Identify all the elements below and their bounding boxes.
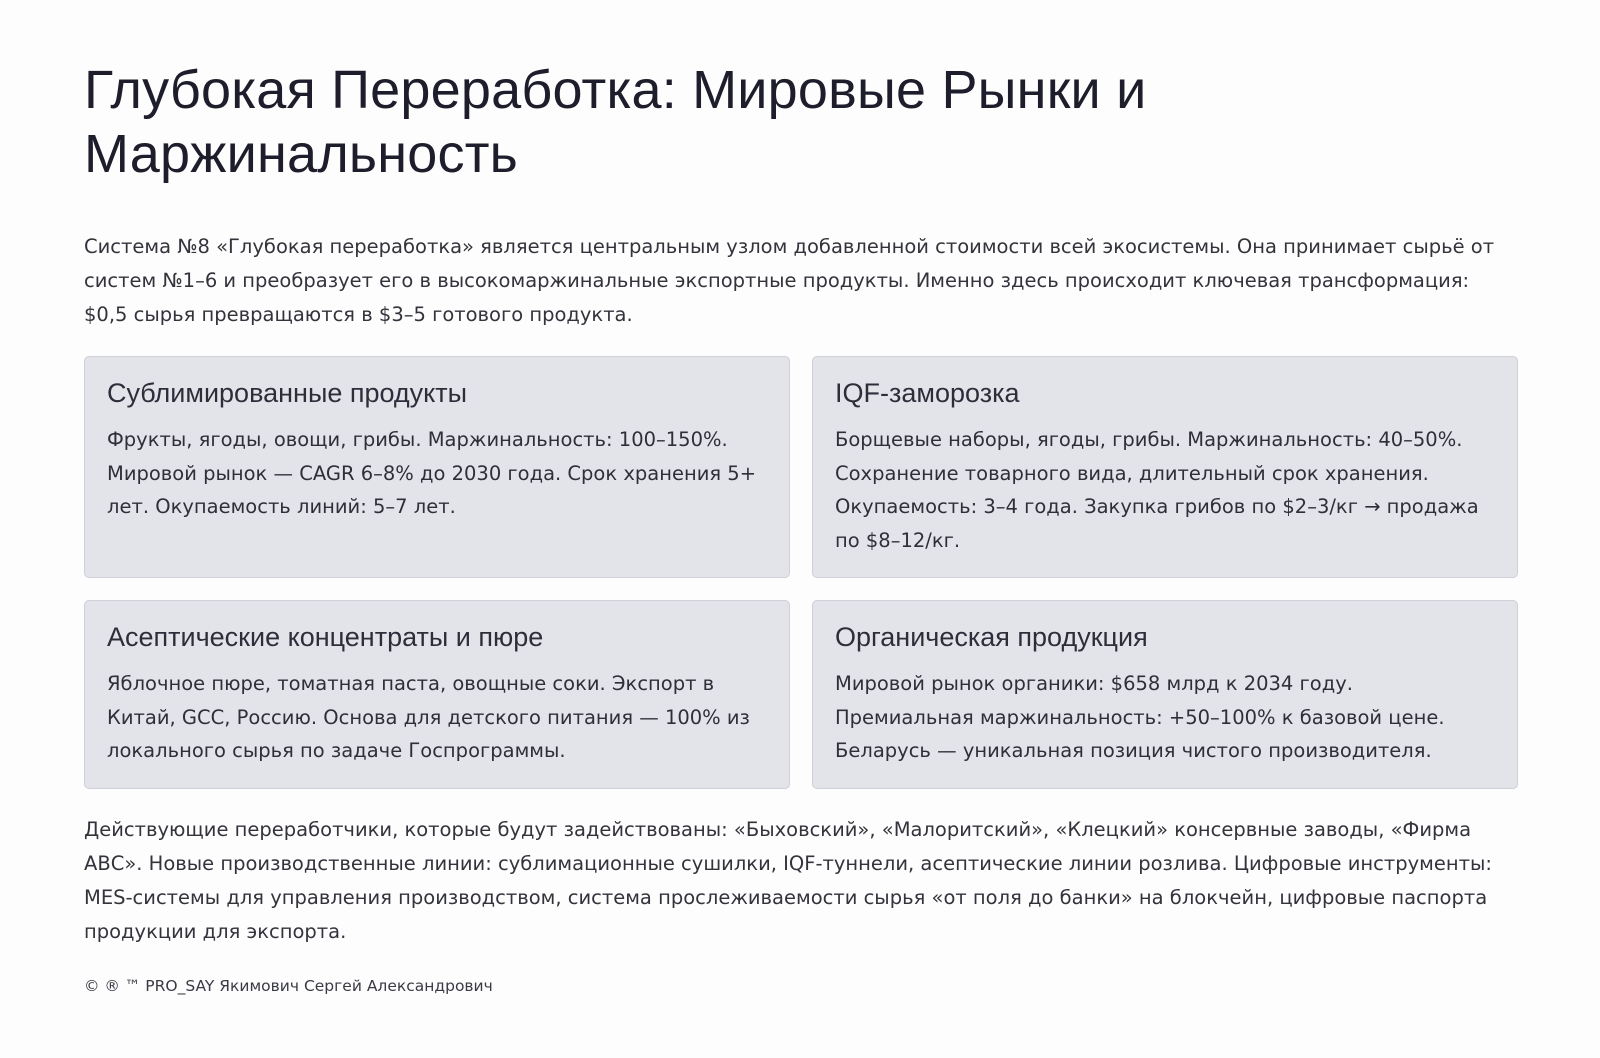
footer-copyright: © ® ™ PRO_SAY Якимович Сергей Александрович bbox=[84, 976, 493, 995]
card-text: Борщевые наборы, ягоды, грибы. Маржинальность: 40–50%. Сохранение товарного вида, длительный срок хранения. Окупаемость: 3–4 года. Закупка грибов по $2–3/кг → продажа по $8–12/кг. bbox=[835, 428, 1479, 552]
card-title: IQF-заморозка bbox=[835, 378, 1020, 408]
cards-grid bbox=[84, 356, 1516, 789]
card-title: Сублимированные продукты bbox=[107, 378, 468, 408]
document-page bbox=[84, 58, 1516, 997]
card-title: Асептические концентраты и пюре bbox=[107, 622, 544, 652]
card-aseptic-concentrates bbox=[84, 600, 790, 789]
card-organic-products bbox=[812, 600, 1518, 789]
card-title: Органическая продукция bbox=[835, 622, 1148, 652]
intro-paragraph: Система №8 «Глубокая переработка» является центральным узлом добавленной стоимости всей экосистемы. Она принимает сырьё от систем №1–6 и преобразует его в высокомаржинальные экспортные продукты. Именно здесь происходит ключевая трансформация: $0,5 сырья превращаются в $3–5 готового продукта. bbox=[84, 235, 1495, 326]
card-text: Мировой рынок органики: $658 млрд к 2034 году. Премиальная маржинальность: +50–100% к базовой цене. Беларусь — уникальная позиция чистого производителя. bbox=[835, 672, 1445, 762]
card-iqf-freezing bbox=[812, 356, 1518, 578]
card-freeze-dried bbox=[84, 356, 790, 578]
card-text: Яблочное пюре, томатная паста, овощные соки. Экспорт в Китай, GCC, Россию. Основа для детского питания — 100% из локального сырья по задаче Госпрограммы. bbox=[107, 672, 750, 762]
page-title: Глубокая Переработка: Мировые Рынки и Маржинальность bbox=[84, 60, 1147, 184]
outro-paragraph: Действующие переработчики, которые будут задействованы: «Быховский», «Малоритский», «Клецкий» консервные заводы, «Фирма АВС». Новые производственные линии: сублимационные сушилки, IQF-туннели, асептические линии розлива. Цифровые инструменты: MES-системы для управления производством, система прослеживаемости сырья «от поля до банки» на блокчейн, цифровые паспорта продукции для экспорта. bbox=[84, 817, 1492, 943]
card-text: Фрукты, ягоды, овощи, грибы. Маржинальность: 100–150%. Мировой рынок — CAGR 6–8% до 2030 года. Срок хранения 5+ лет. Окупаемость линий: 5–7 лет. bbox=[107, 428, 757, 518]
